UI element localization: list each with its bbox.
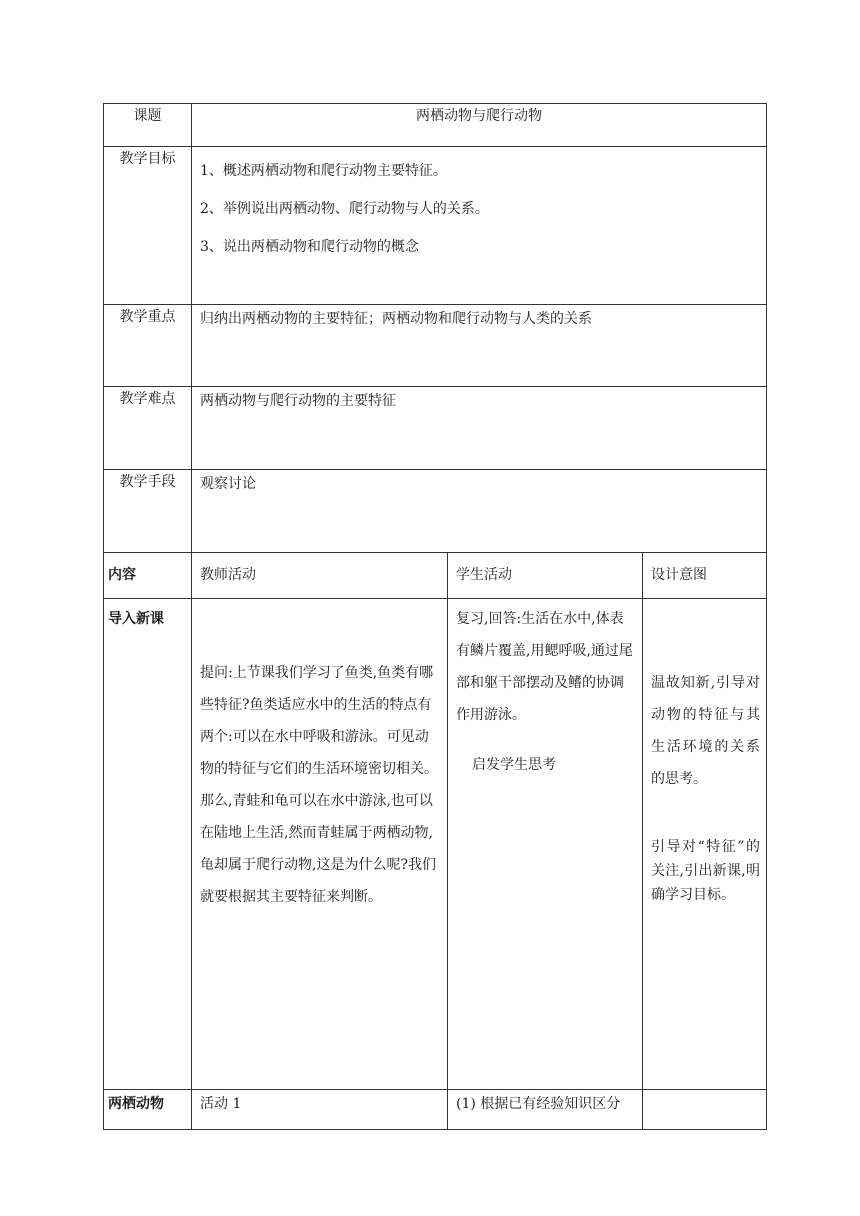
- methods-row: [104, 470, 767, 553]
- amphibians-design-intent: [643, 1090, 767, 1130]
- difficulties-value: 两栖动物与爬行动物的主要特征: [192, 387, 767, 470]
- key-points-label: 教学重点: [104, 305, 192, 387]
- difficulties-label: 教学难点: [104, 387, 192, 470]
- methods-label: 教学手段: [104, 470, 192, 553]
- intro-student-activity: [448, 599, 643, 1090]
- difficulties-row: [104, 387, 767, 470]
- intent-text-1: 温故知新,引导对动物的特征与其生活环境的关系的思考。: [651, 675, 761, 787]
- topic-value: 两栖动物与爬行动物: [192, 104, 767, 147]
- spacer: [456, 731, 636, 749]
- intro-design-intent: [643, 599, 767, 1090]
- objectives-list: [192, 147, 767, 305]
- intro-teacher-activity: 提问:上节课我们学习了鱼类,鱼类有哪些特征?鱼类适应水中的生活的特点有两个:可以在水中呼吸和游泳。可见动物的特征与它们的生活环境密切相关。那么,青蛙和龟可以在水中游泳,也可以在陆地上生活,然而青蛙属于两栖动物,龟却属于爬行动物,这是为什么呢?我们就要根据其主要特征来判断。: [192, 599, 448, 1090]
- objective-item: 3、说出两栖动物和爬行动物的概念: [200, 238, 419, 255]
- amphibians-student-activity: (1) 根据已有经验知识区分: [448, 1090, 643, 1130]
- topic-row: [104, 104, 767, 147]
- objectives-label: 教学目标: [104, 147, 192, 305]
- intent-text-2: 引导对“特征”的关注,引出新课,明确学习目标。: [651, 839, 761, 903]
- amphibians-label: 两栖动物: [104, 1090, 192, 1130]
- header-content: 内容: [104, 553, 192, 599]
- header-intent: 设计意图: [643, 553, 767, 599]
- column-header-row: [104, 553, 767, 599]
- header-teacher: 教师活动: [192, 553, 448, 599]
- amphibians-row: [104, 1090, 767, 1130]
- intro-row: [104, 599, 767, 1090]
- student-think-text: 启发学生思考: [472, 757, 556, 773]
- key-points-value: 归纳出两栖动物的主要特征；两栖动物和爬行动物与人类的关系: [192, 305, 767, 387]
- intro-label: 导入新课: [104, 599, 192, 1090]
- objectives-row: [104, 147, 767, 305]
- spacer: [651, 795, 760, 835]
- topic-label: 课题: [104, 104, 192, 147]
- lesson-plan-table: [103, 103, 767, 1130]
- amphibians-teacher-activity: 活动 1: [192, 1090, 448, 1130]
- objective-item: 1、概述两栖动物和爬行动物主要特征。: [200, 163, 447, 179]
- objective-item: 2、举例说出两栖动物、爬行动物与人的关系。: [200, 200, 489, 217]
- key-points-row: [104, 305, 767, 387]
- student-review-text: 复习,回答:生活在水中,体表有鳞片覆盖,用鳃呼吸,通过尾部和躯干部摆动及鳍的协调作用游泳。: [456, 611, 633, 723]
- header-student: 学生活动: [448, 553, 643, 599]
- methods-value: 观察讨论: [192, 470, 767, 553]
